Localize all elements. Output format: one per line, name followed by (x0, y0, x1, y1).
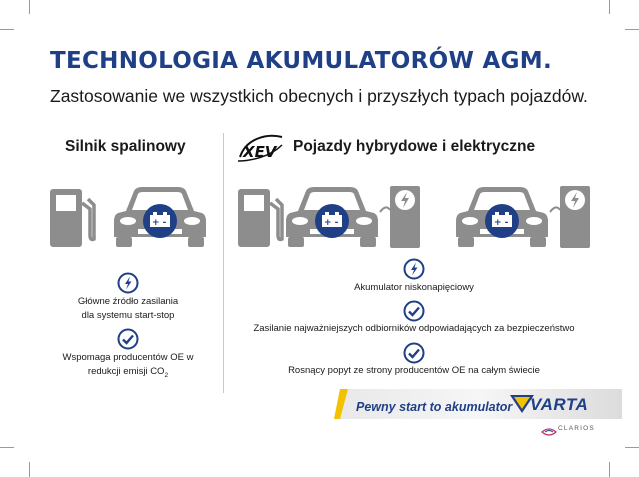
svg-text:+ -: + - (324, 218, 339, 228)
feature-line: Wspomaga producentów OE w (62, 352, 194, 363)
feature-line: Główne źródło zasilania (77, 296, 179, 307)
subscript: 2 (164, 371, 169, 379)
charging-station-icon (378, 182, 424, 255)
varta-slogan: Pewny start to akumulator (356, 400, 513, 414)
crop-mark (625, 447, 639, 448)
section-divider (223, 133, 224, 393)
car-icon (112, 185, 208, 254)
crop-mark (0, 29, 14, 30)
xev-label: XEV (243, 143, 277, 161)
crop-mark (625, 29, 639, 30)
clarios-brand: CLARIOS (558, 425, 595, 432)
feature-line-text: redukcji emisji CO (87, 366, 165, 377)
feature-text: Akumulator niskonapięciowy (354, 282, 474, 293)
feature-text (48, 351, 208, 383)
feature-text (48, 295, 208, 323)
crop-mark (609, 0, 610, 14)
feature-line (48, 365, 208, 383)
fuel-pump-icon (236, 185, 286, 254)
xev-logo (236, 131, 286, 167)
car-icon (284, 185, 380, 254)
fuel-pump-icon (48, 185, 98, 254)
svg-text:+ -: + - (152, 218, 167, 228)
clarios-logo-icon (540, 424, 558, 442)
charging-station-icon (548, 182, 594, 255)
crop-mark (609, 462, 610, 477)
varta-brand: VARTA (530, 395, 589, 414)
section-heading-combustion: Silnik spalinowy (65, 138, 186, 155)
page-subtitle: Zastosowanie we wszystkich obecnych i przyszłych typach pojazdów. (50, 86, 588, 106)
feature-text: Zasilanie najważniejszych odbiorników odpowiadających za bezpieczeństwo (253, 323, 575, 334)
feature-line: dla systemu start-stop (81, 310, 175, 321)
car-icon (454, 185, 550, 254)
crop-mark (29, 462, 30, 477)
page-title: TECHNOLOGIA AKUMULATORÓW AGM. (50, 48, 552, 74)
crop-mark (29, 0, 30, 14)
feature-text: Rosnący popyt ze strony producentów OE na całym świecie (288, 365, 540, 376)
crop-mark (0, 447, 14, 448)
section-heading-hybrid: Pojazdy hybrydowe i elektryczne (293, 138, 536, 155)
svg-text:+ -: + - (494, 218, 509, 228)
